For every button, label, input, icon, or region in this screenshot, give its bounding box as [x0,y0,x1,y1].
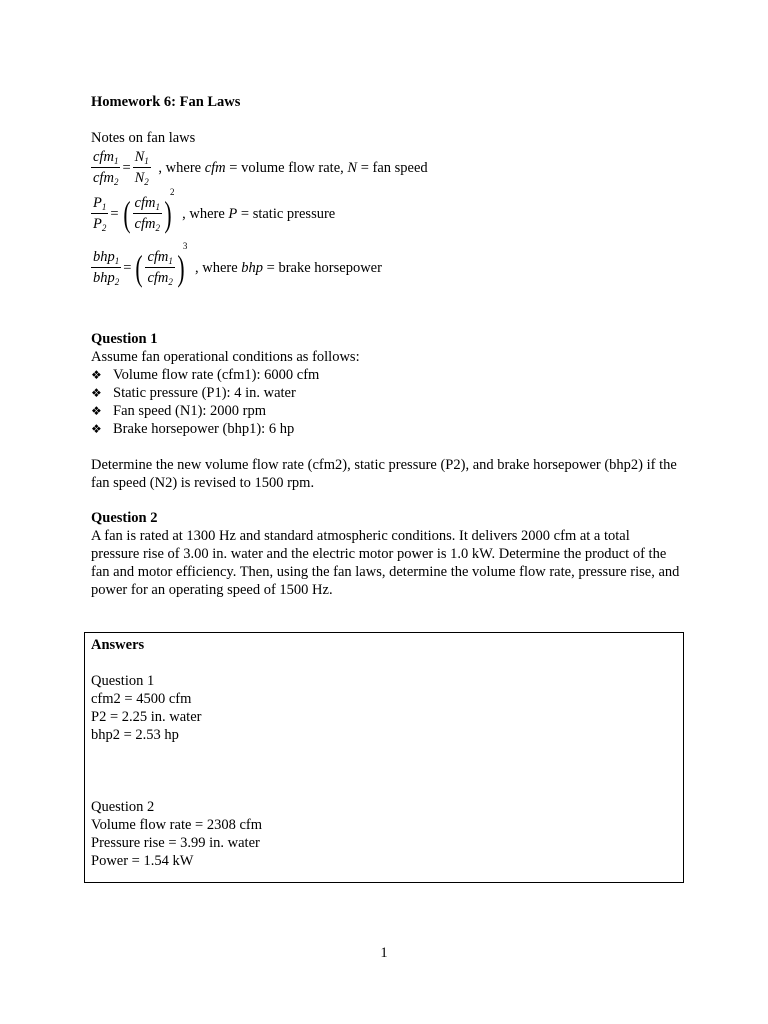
answers-box [84,632,684,883]
notes-heading: Notes on fan laws [91,130,196,146]
answers-q1-label: Question 1 [91,673,155,689]
answer-line: bhp2 = 2.53 hp [91,727,179,743]
formula2-description: , where P = static pressure [182,205,336,222]
page-number: 1 [380,945,388,961]
question2-heading: Question 2 [91,510,158,526]
question2-section [91,509,681,599]
list-item: ❖ Fan speed (N1): 2000 rpm [91,403,267,419]
answer-line: P2 = 2.25 in. water [91,709,202,725]
question1-heading: Question 1 [91,331,158,347]
list-item: ❖ Brake horsepower (bhp1): 6 hp [91,421,295,437]
answers-q2-label: Question 2 [91,799,155,815]
page-title: Homework 6: Fan Laws [91,94,241,110]
formula-pressure-ratio: $\frac{P_1}{P_2}$ = ( $\frac{cfm_1}{cfm_2}$ )$^2$ , where P = static pressure [93,187,336,234]
diamond-bullet-icon: ❖ [91,368,102,382]
question2-text: A fan is rated at 1300 Hz and standard atmospheric conditions. It delivers 2000 cfm at a total pressure rise of 3.00 in. water and the electric motor power is 1.0 kW. Determine the product of the fan and motor efficiency. Then, using the fan laws, determine the volume flow rate, pressure rise, and power for an operating speed of 1500 Hz. [91,528,680,598]
formula1-description: , where cfm = volume flow rate, N = fan speed [158,159,428,176]
diamond-bullet-icon: ❖ [91,422,102,436]
formula-bhp-ratio: $\frac{bhp_1}{bhp_2}$ = ( $\frac{cfm_1}{cfm_2}$ )$^3$ , where bhp = brake horsepower [93,241,382,288]
question1-intro: Assume fan operational conditions as follows: [91,349,360,365]
question1-section [91,330,681,492]
formula3-description: , where bhp = brake horsepower [195,259,382,276]
answer-line: Pressure rise = 3.99 in. water [91,835,260,851]
question1-conditions-list [91,366,681,438]
diamond-bullet-icon: ❖ [91,404,102,418]
answer-line: cfm2 = 4500 cfm [91,691,192,707]
question1-task: Determine the new volume flow rate (cfm2), static pressure (P2), and brake horsepower (bhp2) if the fan speed (N2) is revised to 1500 rpm. [91,457,677,491]
answer-line: Volume flow rate = 2308 cfm [91,817,262,833]
list-item: ❖ Static pressure (P1): 4 in. water [91,385,296,401]
list-item: ❖ Volume flow rate (cfm1): 6000 cfm [91,367,320,383]
diamond-bullet-icon: ❖ [91,386,102,400]
formula-cfm-ratio: $\frac{cfm_1}{cfm_2}$ = $\frac{N_1}{N_2}$ , where cfm = volume flow rate, N = fan speed [93,149,428,187]
answers-heading: Answers [91,637,145,653]
answer-line: Power = 1.54 kW [91,853,194,869]
